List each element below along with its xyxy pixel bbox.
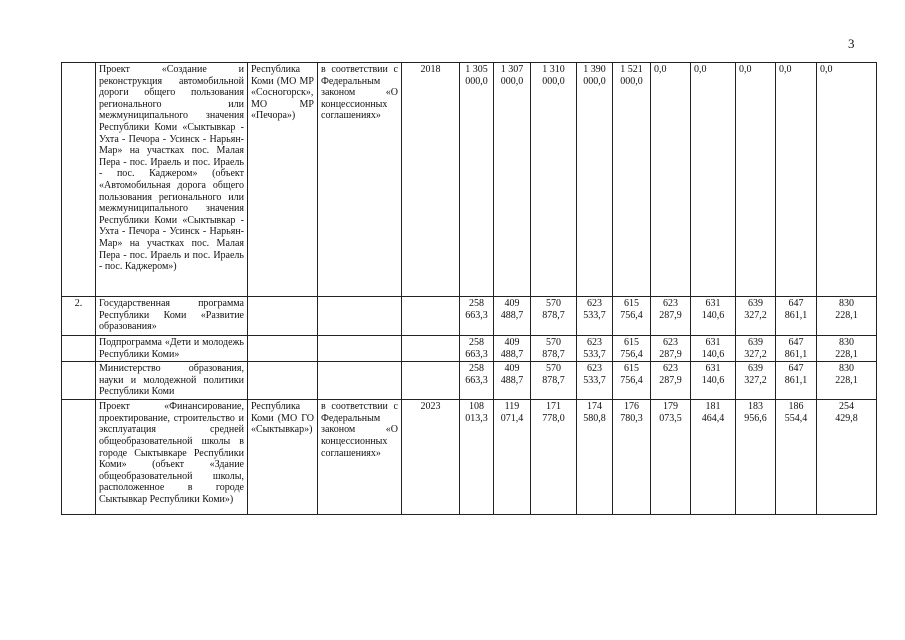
value-cell: 639 327,2 [736,297,776,336]
table-row [62,400,877,515]
value-cell: 570 878,7 [531,336,577,362]
value-cell: 409 488,7 [494,362,531,400]
value-cell: 615 756,4 [613,297,651,336]
page-number: 3 [848,36,855,51]
row-number [62,400,96,515]
value-cell: 1 305 000,0 [460,63,494,297]
program-name: Государственная программа Республики Коми «Развитие образования» [96,297,248,336]
project-name: Проект «Создание и реконструкция автомобильной дороги общего пользования регионального или межмуниципального значения Республики Коми «Сыктывкар - Ухта - Печора - Усинск - Нарьян-Мар» на участках пос. Малая Пера - пос. Ираель и пос. Ираель - пос. Каджером» (объект «Автомобильная дорога общего пользования регионального или межмуниципального значения Республики Коми «Сыктывкар - Ухта - Печора - Усинск - Нарьян-Мар» на участках пос. Малая Пера - пос. Ираель и пос. Ираель - пос. Каджером») [96,63,248,297]
value-cell: 258 663,3 [460,336,494,362]
year-cell [402,362,460,400]
value-cell: 1 390 000,0 [577,63,613,297]
value-cell: 181 464,4 [691,400,736,515]
value-cell: 409 488,7 [494,336,531,362]
value-cell: 631 140,6 [691,297,736,336]
value-cell: 186 554,4 [776,400,817,515]
location-cell [248,297,318,336]
value-cell: 830 228,1 [817,362,877,400]
value-cell: 183 956,6 [736,400,776,515]
basis-cell [318,297,402,336]
value-cell: 1 310 000,0 [531,63,577,297]
basis-cell [318,362,402,400]
basis-cell: в соответствии с Федеральным законом «О концессионных соглашениях» [318,63,402,297]
row-number [62,336,96,362]
value-cell: 254 429,8 [817,400,877,515]
value-cell: 623 287,9 [651,362,691,400]
year-cell: 2023 [402,400,460,515]
value-cell: 119 071,4 [494,400,531,515]
value-cell: 639 327,2 [736,336,776,362]
year-cell [402,336,460,362]
investment-table [61,62,877,515]
ministry-name: Министерство образования, науки и молодежной политики Республики Коми [96,362,248,400]
value-cell: 623 287,9 [651,297,691,336]
subprogram-name: Подпрограмма «Дети и молодежь Республики Коми» [96,336,248,362]
value-cell: 631 140,6 [691,362,736,400]
basis-cell: в соответствии с Федеральным законом «О концессионных соглашениях» [318,400,402,515]
value-cell: 171 778,0 [531,400,577,515]
value-cell: 623 533,7 [577,336,613,362]
value-cell: 615 756,4 [613,336,651,362]
row-number: 2. [62,297,96,336]
value-cell: 0,0 [736,63,776,297]
table-row [62,63,877,297]
value-cell: 0,0 [691,63,736,297]
value-cell: 631 140,6 [691,336,736,362]
row-number [62,362,96,400]
value-cell: 615 756,4 [613,362,651,400]
value-cell: 623 533,7 [577,297,613,336]
value-cell: 258 663,3 [460,362,494,400]
value-cell: 623 287,9 [651,336,691,362]
value-cell: 570 878,7 [531,362,577,400]
location-cell [248,362,318,400]
basis-cell [318,336,402,362]
value-cell: 0,0 [817,63,877,297]
year-cell [402,297,460,336]
value-cell: 1 521 000,0 [613,63,651,297]
value-cell: 647 861,1 [776,336,817,362]
value-cell: 0,0 [651,63,691,297]
value-cell: 570 878,7 [531,297,577,336]
value-cell: 179 073,5 [651,400,691,515]
value-cell: 1 307 000,0 [494,63,531,297]
value-cell: 0,0 [776,63,817,297]
value-cell: 623 533,7 [577,362,613,400]
table-row [62,336,877,362]
value-cell: 409 488,7 [494,297,531,336]
location-cell [248,336,318,362]
value-cell: 639 327,2 [736,362,776,400]
project-name: Проект «Финансирование, проектирование, строительство и эксплуатация средней общеобразовательной школы в городе Сыктывкаре Республики Коми» (объект «Здание общеобразовательной школы, расположенное в городе Сыктывкар Республики Коми») [96,400,248,515]
row-number [62,63,96,297]
year-cell: 2018 [402,63,460,297]
value-cell: 647 861,1 [776,362,817,400]
table-row [62,297,877,336]
value-cell: 108 013,3 [460,400,494,515]
value-cell: 174 580,8 [577,400,613,515]
value-cell: 830 228,1 [817,336,877,362]
value-cell: 258 663,3 [460,297,494,336]
value-cell: 647 861,1 [776,297,817,336]
value-cell: 176 780,3 [613,400,651,515]
value-cell: 830 228,1 [817,297,877,336]
table-row [62,362,877,400]
location-cell: Республика Коми (МО ГО «Сыктывкар») [248,400,318,515]
location-cell: Республика Коми (МО МР «Сосногорск», МО МР «Печора») [248,63,318,297]
